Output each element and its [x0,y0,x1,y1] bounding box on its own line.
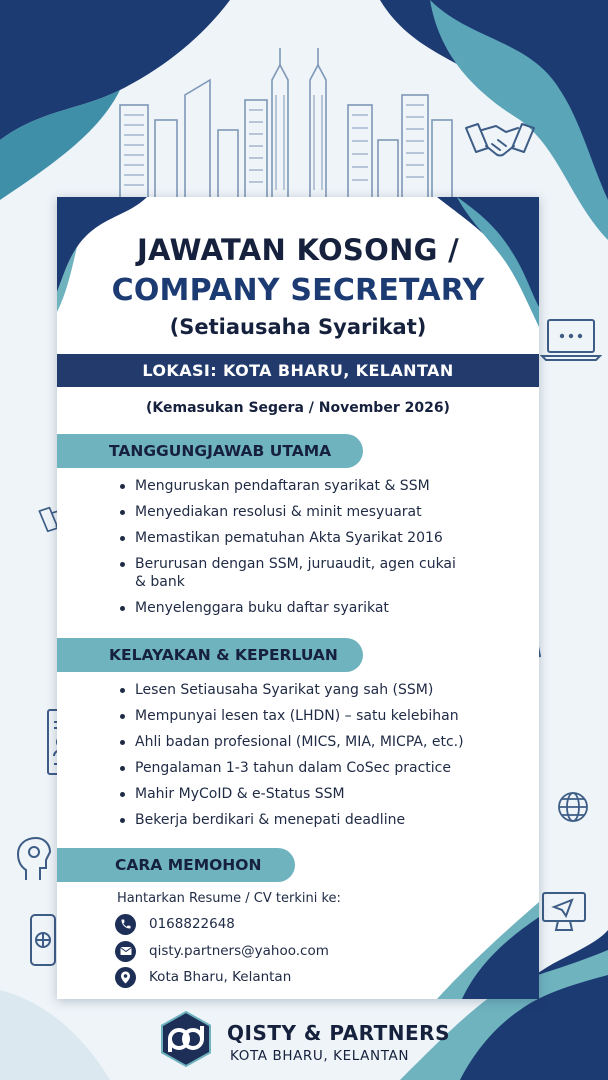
head-gear-icon [16,836,52,882]
brand-logo [157,1010,215,1068]
phone-icon [115,914,136,935]
monitor-send-icon [540,890,588,934]
headline-job-title-malay: (Setiausaha Syarikat) [169,315,427,339]
list-item: Bekerja berdikari & menepati deadline [117,811,527,829]
intake-note: (Kemasukan Segera / November 2026) [146,400,450,416]
laptop-chat-icon [540,316,602,364]
apply-instruction: Hantarkan Resume / CV terkini ke: [117,891,341,906]
responsibilities-list [117,477,527,625]
list-item: Ahli badan profesional (MICS, MIA, MICPA, etc.) [117,733,527,751]
handshake-icon [462,118,538,164]
section-heading-apply: CARA MEMOHON [57,848,295,882]
list-item: Mempunyai lesen tax (LHDN) – satu kelebihan [117,707,527,725]
brand-name: QISTY & PARTNERS [227,1021,450,1045]
list-item: Menyelenggara buku daftar syarikat [117,599,527,617]
section-heading-responsibilities: TANGGUNGJAWAB UTAMA [57,434,363,468]
mobile-globe-icon [28,912,58,968]
address-text: Kota Bharu, Kelantan [149,969,292,985]
list-item: Pengalaman 1-3 tahun dalam CoSec practice [117,759,527,777]
list-item: Memastikan pematuhan Akta Syarikat 2016 [117,529,527,547]
list-item: Lesen Setiausaha Syarikat yang sah (SSM) [117,681,527,699]
contact-email[interactable] [115,940,329,962]
brand-location: KOTA BHARU, KELANTAN [230,1048,410,1064]
list-item: Berurusan dengan SSM, juruaudit, agen cukai & bank [117,555,467,591]
job-ad-card [57,197,539,999]
phone-number: 0168822648 [149,916,235,932]
email-icon [115,941,136,962]
contact-phone[interactable] [115,913,235,935]
location-pin-icon [115,967,136,988]
section-heading-requirements: KELAYAKAN & KEPERLUAN [57,638,363,672]
headline-job-title: COMPANY SECRETARY [111,273,485,308]
headline-vacancy: JAWATAN KOSONG / [136,233,460,267]
location-bar: LOKASI: KOTA BHARU, KELANTAN [57,354,539,387]
globe-icon [556,790,590,824]
city-skyline-art [110,40,470,200]
list-item: Menyediakan resolusi & minit mesyuarat [117,503,527,521]
list-item: Menguruskan pendaftaran syarikat & SSM [117,477,527,495]
list-item: Mahir MyCoID & e-Status SSM [117,785,527,803]
contact-address [115,966,291,988]
requirements-list [117,681,527,837]
email-address: qisty.partners@yahoo.com [149,943,329,959]
